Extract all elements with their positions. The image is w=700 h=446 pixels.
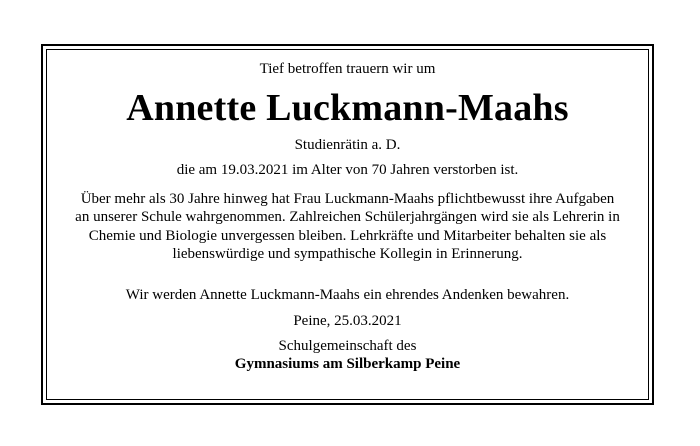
tribute-line: Über mehr als 30 Jahre hinweg hat Frau Luckmann-Maahs pflichtbewusst ihre Aufgaben xyxy=(80,191,615,207)
deceased-title: Studienrätin a. D. xyxy=(294,137,401,153)
signatory-line: Schulgemeinschaft des xyxy=(278,338,417,354)
memory-line: Wir werden Annette Luckmann-Maahs ein ehrendes Andenken bewahren. xyxy=(125,287,570,303)
place-date: Peine, 25.03.2021 xyxy=(293,313,402,329)
signatory-school: Gymnasiums am Silberkamp Peine xyxy=(234,356,461,372)
tribute-line: an unserer Schule wahrgenommen. Zahlreichen Schülerjahrgängen wird sie als Lehrerin in xyxy=(75,209,620,226)
intro-line: Tief betroffen trauern wir um xyxy=(259,61,436,77)
death-line: die am 19.03.2021 im Alter von 70 Jahren verstorben ist. xyxy=(176,162,519,178)
tribute-line: Chemie und Biologie unvergessen bleiben. Lehrkräfte und Mitarbeiter behalten sie als xyxy=(88,227,607,244)
tribute-line: liebenswürdige und sympathische Kollegin in Erinnerung. xyxy=(172,246,523,263)
deceased-name: Annette Luckmann-Maahs xyxy=(126,87,569,129)
tribute-paragraph xyxy=(46,190,649,264)
